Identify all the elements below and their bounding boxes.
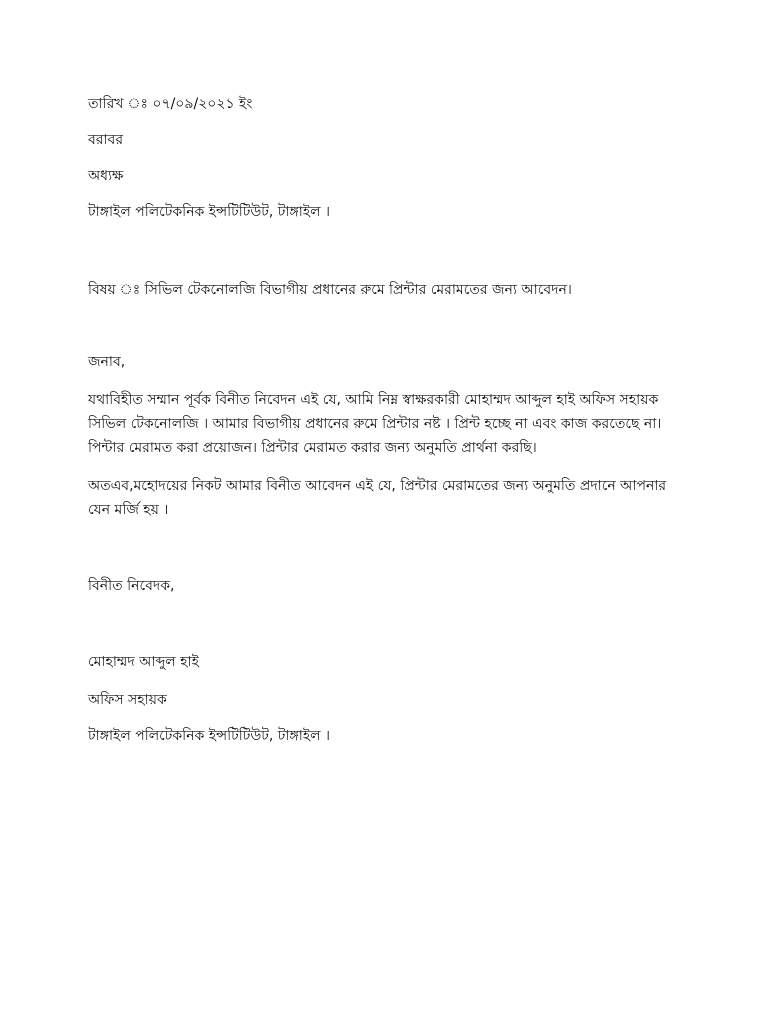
recipient-institution: টাঙ্গাইল পলিটেকনিক ইন্সটিটিউট, টাঙ্গাইল । (88, 204, 330, 220)
body-paragraph-2 (88, 474, 698, 522)
sender-designation: অফিস সহায়ক (88, 692, 167, 708)
body-paragraph-1-line-1: যথাবিহীত সম্মান পূর্বক বিনীত নিবেদন এই যে, আমি নিম্ন স্বাক্ষরকারী মোহাম্মদ আব্দুল হাই অফিস সহায়ক (88, 392, 659, 408)
body-paragraph-1-line-3: পিন্টার মেরামত করা প্রয়োজন। প্রিন্টার মেরামত করার জন্য অনুমতি প্রার্থনা করছি। (88, 440, 537, 456)
salutation: জনাব, (88, 354, 126, 370)
to-label: বরাবর (88, 132, 124, 148)
sender-institution: টাঙ্গাইল পলিটেকনিক ইন্সটিটিউট, টাঙ্গাইল । (88, 728, 330, 744)
letter-subject: বিষয় ঃ সিভিল টেকনোলজি বিভাগীয় প্রধানের রুমে প্রিন্টার মেরামতের জন্য আবেদন। (88, 282, 572, 298)
body-paragraph-2-line-1: অতএব,মহোদয়ের নিকট আমার বিনীত আবেদন এই যে, প্রিন্টার মেরামতের জন্য অনুমতি প্রদানে আপনার (88, 478, 667, 494)
body-paragraph-1 (88, 388, 698, 460)
body-paragraph-1-line-2: সিভিল টেকনোলজি । আমার বিভাগীয় প্রধানের রুমে প্রিন্টার নষ্ট । প্রিন্ট হচ্ছে না এবং কাজ করতেছে না। (88, 416, 662, 432)
closing: বিনীত নিবেদক, (88, 578, 175, 594)
letter-date: তারিখ ঃ ০৭/০৯/২০২১ ইং (88, 96, 253, 112)
sender-name: মোহাম্মদ আব্দুল হাই (88, 654, 199, 670)
body-paragraph-2-line-2: যেন মর্জি হয় । (88, 502, 169, 518)
recipient-title: অধ্যক্ষ (88, 168, 124, 184)
